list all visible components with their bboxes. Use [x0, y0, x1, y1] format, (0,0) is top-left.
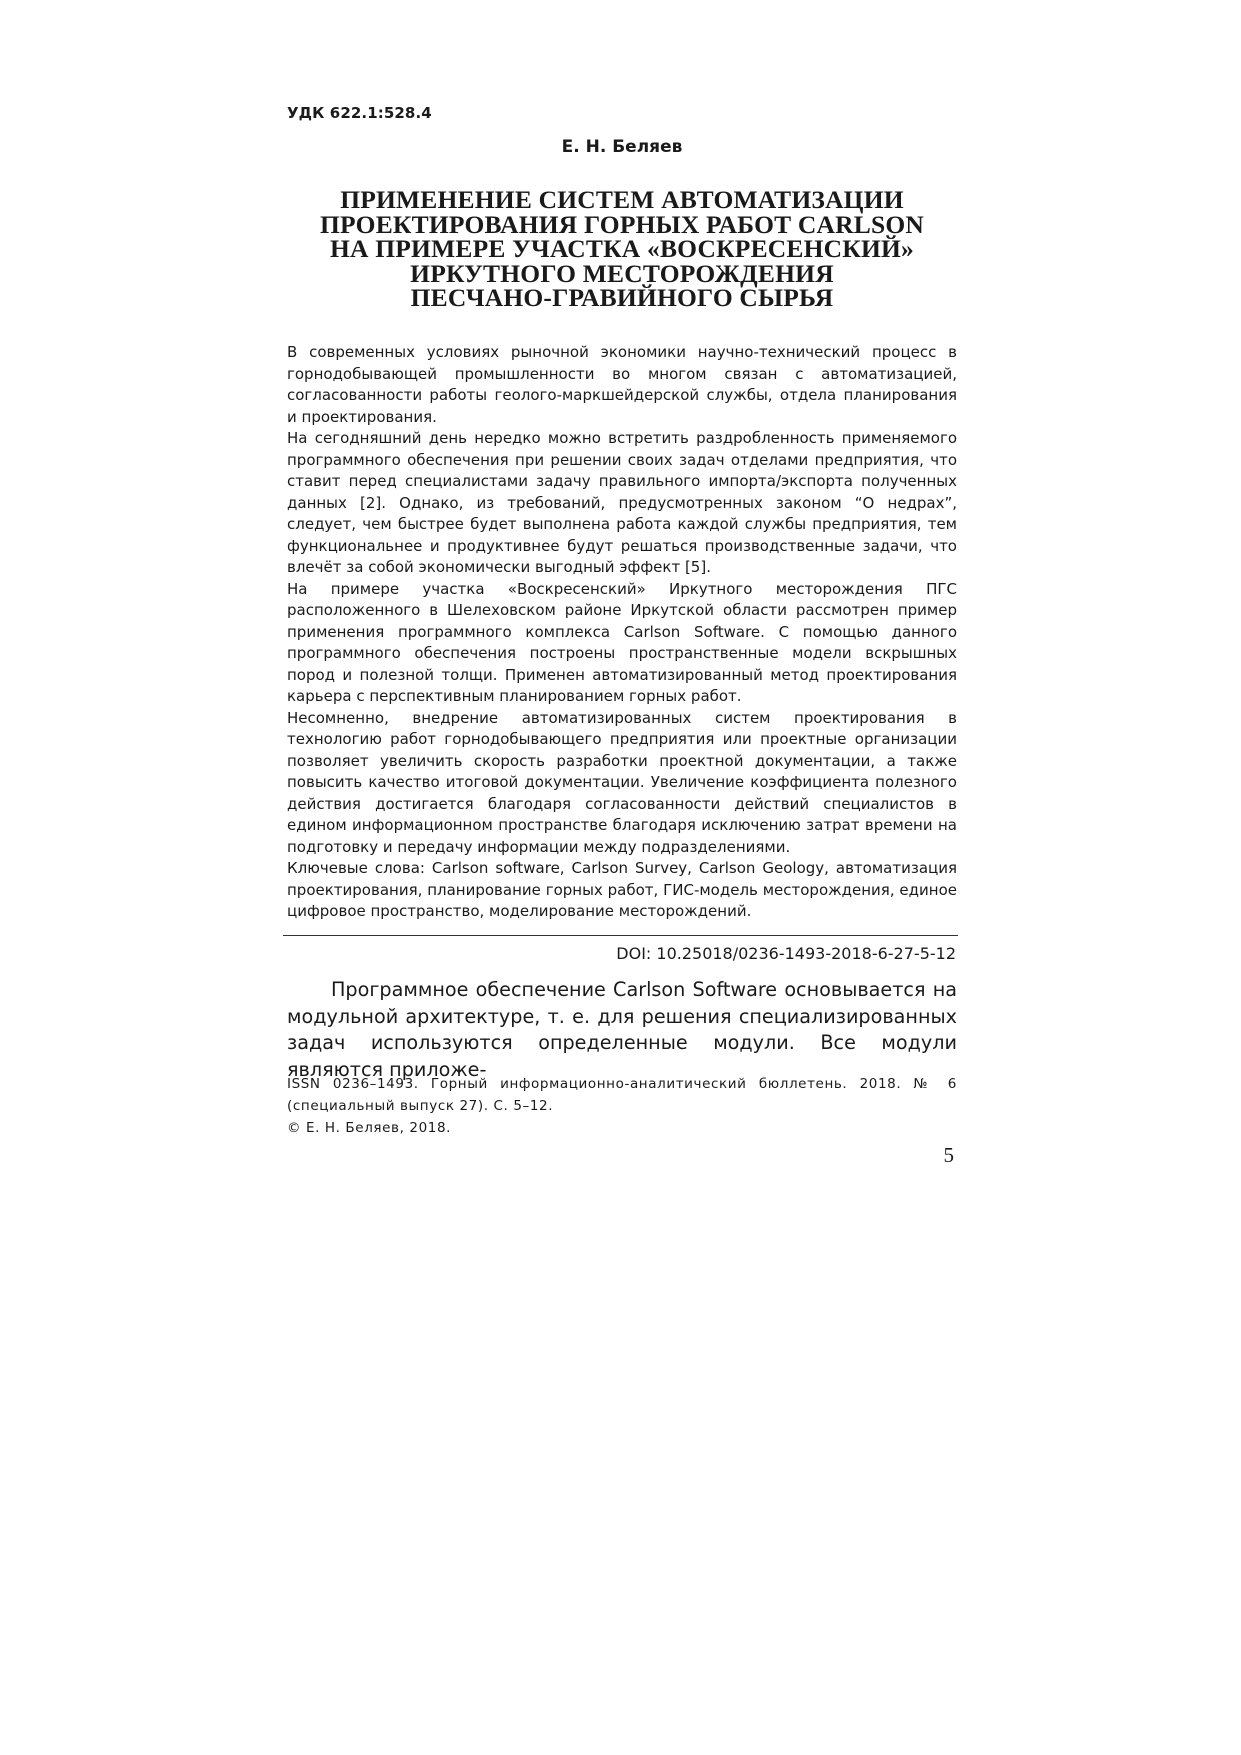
doi-link[interactable]: DOI: 10.25018/0236-1493-2018-6-27-5-12 [616, 944, 956, 963]
title-line: ПРИМЕНЕНИЕ СИСТЕМ АВТОМАТИЗАЦИИ [340, 185, 904, 214]
abstract-paragraph: На примере участка «Воскресенский» Иркутного месторождения ПГС расположенного в Шелеховском районе Иркутской области рассмотрен пример применения программного комплекса Carlson Software. С помощью данного программного обеспечения построены пространственные модели вскрышных пород и полезной толщи. Применен автоматизированный метод проектирования карьера с перспективным планированием горных работ. [287, 579, 957, 705]
title-line: НА ПРИМЕРЕ УЧАСТКА «ВОСКРЕСЕНСКИЙ» [330, 234, 914, 263]
abstract-paragraph: Несомненно, внедрение автоматизированных систем проектирования в технологию работ горнодобывающего предприятия или проектные организации позволяет увеличить скорость разработки проектной документации, а также повысить качество итоговой документации. Увеличение коэффициента полезного действия достигается благодаря согласованности действий специалистов в едином информационном пространстве благодаря исключению затрат времени на подготовку и передачу информации между подразделениями. [287, 708, 957, 856]
issn-citation [287, 1073, 957, 1139]
page-number: 5 [943, 1143, 954, 1167]
body-paragraph: Программное обеспечение Carlson Software основывается на модульной архитектуре, т. е. для решения специализированных задач используются определенные модули. Все модули являются приложе- [287, 978, 957, 1081]
abstract-paragraph: В современных условиях рыночной экономики научно-технический процесс в горнодобывающей промышленности во многом связан с автоматизацией, согласованности работы геолого-маркшейдерской службы, отдела планирования и проектирования. [287, 343, 957, 426]
abstract [287, 342, 957, 923]
title-line: ИРКУТНОГО МЕСТОРОЖДЕНИЯ [410, 258, 834, 288]
keywords-paragraph: Ключевые слова: Carlson software, Carlson Survey, Carlson Geology, автоматизация проектирования, планирование горных работ, ГИС-модель месторождения, единое цифровое пространство, моделирование месторождений. [287, 859, 957, 920]
section-divider [283, 935, 958, 936]
issn-line: ISSN 0236–1493. Горный информационно-аналитический бюллетень. 2018. № 6 [287, 1076, 957, 1092]
title-line: ПЕСЧАНО-ГРАВИЙНОГО СЫРЬЯ [410, 283, 834, 312]
author-name: Е. Н. Беляев [561, 137, 683, 157]
abstract-paragraph: На сегодняшний день нередко можно встретить раздробленность применяемого программного обеспечения при решении своих задач отделами предприятия, что ставит перед специалистами задачу правильного импорта/экспорта полученных данных [2]. Однако, из требований, предусмотренных законом “О недрах”, следует, чем быстрее будет выполнена работа каждой службы предприятия, тем функциональнее и продуктивнее будут решаться производственные задачи, что влечёт за собой экономически выгодный эффект [5]. [287, 429, 957, 576]
article-title [287, 185, 957, 312]
udk-code: УДК 622.1:528.4 [287, 104, 432, 122]
title-line: ПРОЕКТИРОВАНИЯ ГОРНЫХ РАБОТ CARLSON [320, 209, 924, 239]
copyright-line: © Е. Н. Беляев, 2018. [287, 1120, 452, 1136]
issn-line: (специальный выпуск 27). С. 5–12. [287, 1098, 554, 1114]
